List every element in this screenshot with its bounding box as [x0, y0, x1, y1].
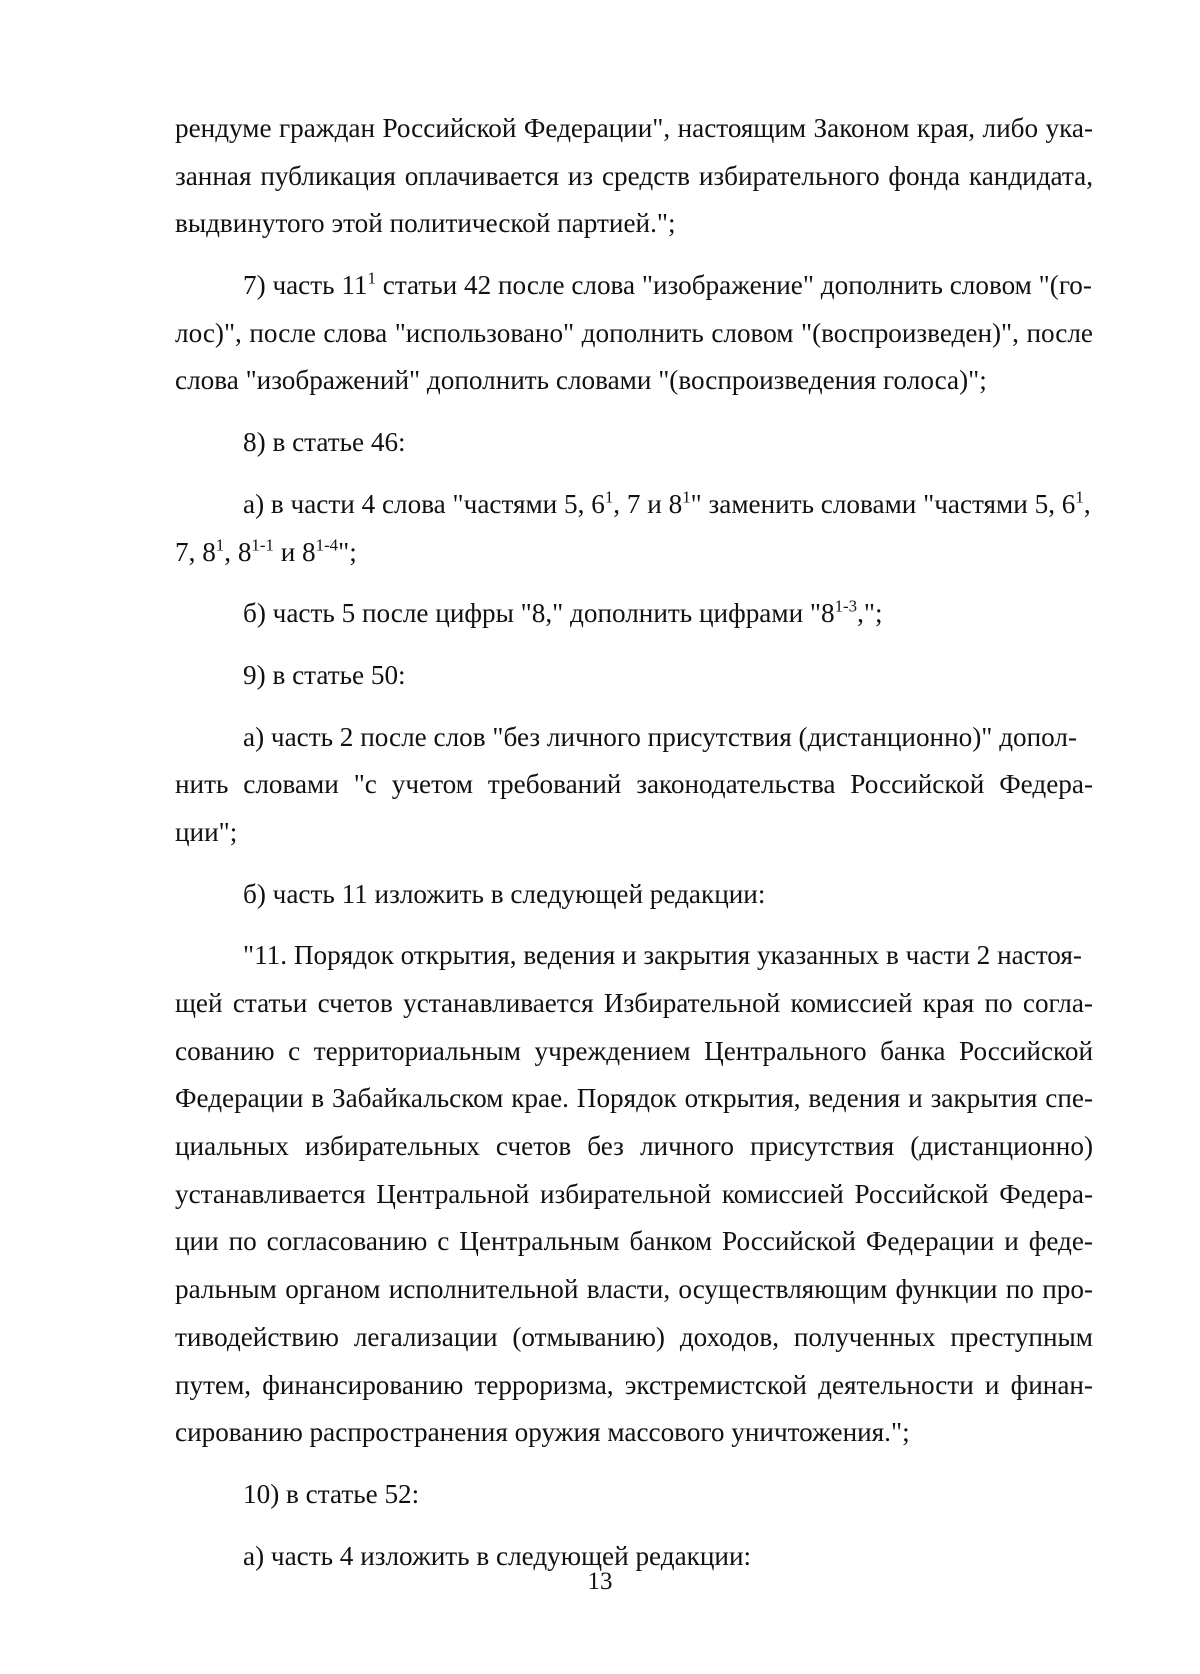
line-text: ,"; [857, 598, 883, 629]
line-text: б) часть 11 изложить в следующей редакции: [243, 878, 766, 909]
superscript: 1 [367, 268, 376, 288]
line-text: "11. Порядок открытия, ведения и закрытия указанных в части 2 настоя- [243, 940, 1082, 971]
line-text: щей статьи счетов устанавливается Избирательной комиссией края по согла- [175, 988, 1093, 1018]
line-text: слова "изображений" дополнить словами "(воспроизведения голоса)"; [175, 365, 987, 396]
line-text: а) часть 2 после слов "без личного присутствия (дистанционно)" допол- [243, 721, 1078, 752]
line-text: Федерации в Забайкальском крае. Порядок открытия, ведения и закрытия спе- [175, 1083, 1093, 1114]
text-line [175, 761, 1093, 809]
text-line [175, 1266, 1093, 1314]
line-text: б) часть 5 после цифры "8," дополнить цифрами "8 [243, 598, 835, 629]
text-line [175, 1075, 1093, 1123]
text-line [175, 1171, 1093, 1219]
superscript: 1 [604, 487, 614, 507]
text-line [175, 1123, 1093, 1171]
text-line [175, 1218, 1093, 1266]
line-text: статьи 42 после слова "изображение" дополнить словом "(го- [375, 270, 1092, 301]
text-line [175, 200, 1093, 248]
line-text: , 8 [224, 536, 252, 567]
line-text: тиводействию легализации (отмыванию) доходов, полученных преступным [175, 1321, 1093, 1352]
line-text: " заменить словами "частями 5, 6 [690, 488, 1076, 519]
text-line [175, 529, 1093, 577]
paragraph-item-10 [175, 1471, 1093, 1519]
line-text: устанавливается Центральной избирательной комиссией Российской Федера- [175, 1178, 1093, 1209]
line-text: лос)", после слова "использовано" дополнить словом "(воспроизведен)", после [175, 317, 1093, 348]
paragraph-item-9 [175, 652, 1093, 700]
line-text: а) часть 4 изложить в следующей редакции: [243, 1540, 752, 1571]
text-line [175, 980, 1093, 1028]
superscript: 1-1 [251, 535, 274, 555]
line-text: нить словами "с учетом требований законодательства Российской Федера- [175, 769, 1093, 800]
line-text: 7) часть 11 [243, 270, 368, 301]
line-text: "; [338, 536, 357, 567]
superscript: 1-4 [315, 535, 339, 555]
line-text: 7, 8 [175, 536, 216, 567]
line-text: ции по согласованию с Центральным банком Российской Федерации и феде- [175, 1226, 1093, 1257]
line-text: сированию распространения оружия массового уничтожения."; [175, 1417, 910, 1448]
line-text: , 7 и 8 [613, 488, 683, 519]
line-text: рендуме граждан Российской Федерации", настоящим Законом края, либо ука- [175, 113, 1093, 143]
superscript: 1 [215, 535, 225, 555]
line-text: ральным органом исполнительной власти, осуществляющим функции по про- [175, 1274, 1093, 1305]
text-line [175, 310, 1093, 358]
line-text: 10) в статье 52: [243, 1478, 420, 1509]
line-text: занная публикация оплачивается из средств избирательного фонда кандидата, [175, 160, 1093, 191]
superscript: 1 [1075, 487, 1084, 507]
paragraph-item-7 [175, 262, 1093, 310]
text-line [175, 153, 1093, 201]
subitem-8a [175, 481, 1093, 529]
page-number: 13 [587, 1568, 613, 1595]
line-text: 9) в статье 50: [243, 659, 406, 690]
text-line [175, 105, 1093, 153]
line-text: 8) в статье 46: [243, 427, 406, 458]
superscript: 1-3 [834, 596, 858, 616]
text-line [175, 1314, 1093, 1362]
subitem-9b [175, 871, 1093, 919]
line-text: и 8 [273, 536, 316, 567]
subitem-8b [175, 590, 1093, 638]
superscript: 1 [682, 487, 691, 507]
line-text: сованию с территориальным учреждением Центрального банка Российской [175, 1035, 1093, 1066]
text-line [175, 357, 1093, 405]
line-text: путем, финансированию терроризма, экстремистской деятельности и финан- [175, 1369, 1093, 1400]
subitem-9a [175, 714, 1093, 762]
text-line [175, 1409, 1093, 1457]
text-line [175, 809, 1093, 857]
line-text: , [1083, 488, 1091, 519]
line-text: ции"; [175, 816, 238, 847]
text-line [175, 1362, 1093, 1410]
paragraph-item-8 [175, 419, 1093, 467]
text-line [175, 1028, 1093, 1076]
body-text [175, 105, 1093, 1580]
line-text: а) в части 4 слова "частями 5, 6 [243, 488, 605, 519]
quoted-paragraph [175, 932, 1093, 980]
line-text: циальных избирательных счетов без личного присутствия (дистанционно) [175, 1131, 1093, 1162]
line-text: выдвинутого этой политической партией."; [175, 208, 676, 239]
